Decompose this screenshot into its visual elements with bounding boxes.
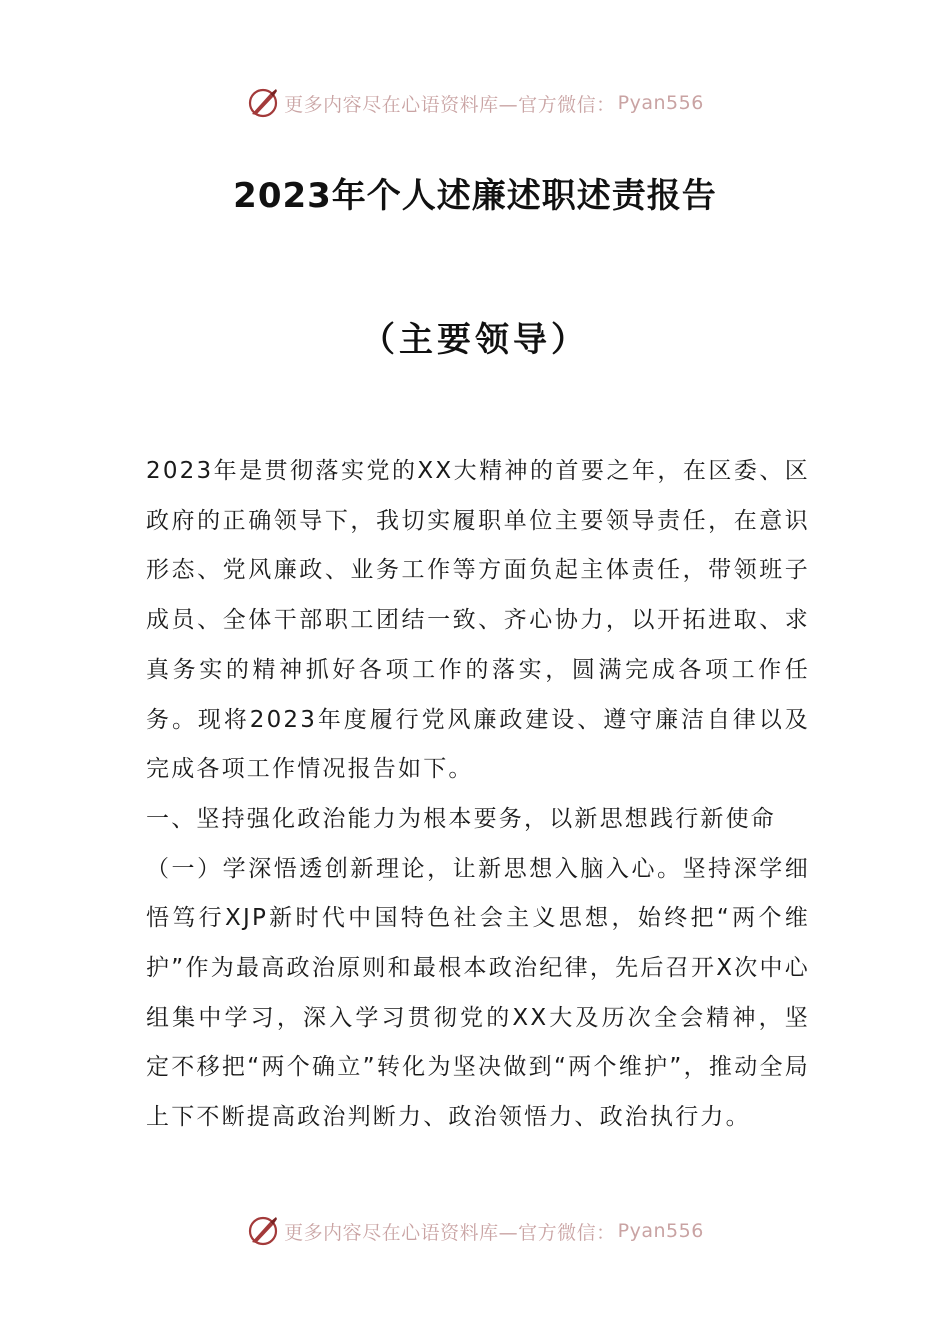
watermark-wechat-id: Pyan556 bbox=[617, 1220, 704, 1242]
quill-pen-circle-icon bbox=[246, 86, 280, 120]
document-title: 2023年个人述廉述职述责报告 bbox=[233, 176, 717, 216]
watermark-banner-bottom bbox=[0, 1211, 950, 1251]
body-paragraph: （一）学深悟透创新理论，让新思想入脑入心。坚持深学细悟笃行XJP新时代中国特色社会主义思想，始终把“两个维护”作为最高政治原则和最根本政治纪律，先后召开X次中心组集中学习，深入学习贯彻党的XX大及历次全会精神，坚定不移把“两个确立”转化为坚决做到“两个维护”，推动全局上下不断提高政治判断力、政治领悟力、政治执行力。 bbox=[146, 855, 810, 1131]
section-heading: 一、坚持强化政治能力为根本要务，以新思想践行新使命 bbox=[146, 805, 776, 832]
document-subtitle: （主要领导） bbox=[361, 320, 589, 360]
watermark-wechat-id: Pyan556 bbox=[617, 92, 704, 114]
watermark-text: 更多内容尽在心语资料库—官方微信： bbox=[284, 1221, 616, 1244]
body-paragraph: 2023年是贯彻落实党的XX大精神的首要之年，在区委、区政府的正确领导下，我切实履职单位主要领导责任，在意识形态、党风廉政、业务工作等方面负起主体责任，带领班子成员、全体干部职工团结一致、齐心协力，以开拓进取、求真务实的精神抓好各项工作的落实，圆满完成各项工作任务。现将2023年度履行党风廉政建设、遵守廉洁自律以及完成各项工作情况报告如下。 bbox=[146, 458, 810, 783]
watermark-text: 更多内容尽在心语资料库—官方微信： bbox=[284, 93, 616, 116]
watermark-banner-top bbox=[0, 83, 950, 123]
document-body bbox=[146, 447, 810, 1143]
quill-pen-circle-icon bbox=[246, 1214, 280, 1248]
